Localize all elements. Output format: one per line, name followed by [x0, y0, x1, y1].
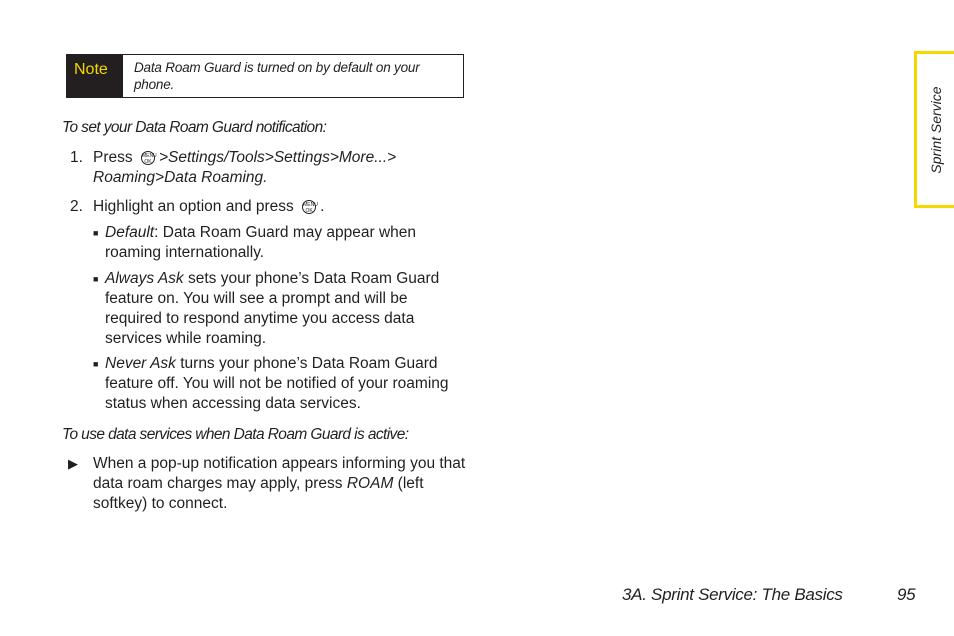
option-description: turns your phone’s Data Roam Guard feature off. You will not be notified of your roaming status when accessing data services.	[105, 355, 449, 412]
page-number: 95	[897, 585, 916, 604]
section-heading-use-data-services: To use data services when Data Roam Guard is active:	[62, 426, 409, 443]
step-body	[93, 197, 463, 217]
step-prefix: Press	[93, 149, 133, 166]
square-bullet-icon: ■	[93, 228, 99, 238]
option-term: Always Ask	[105, 270, 184, 287]
menu-path-continued: Roaming>Data Roaming.	[93, 169, 268, 186]
step-number: 2.	[70, 198, 83, 215]
menu-ok-key-icon: MENU OK	[141, 153, 157, 165]
softkey-name: ROAM	[346, 475, 394, 492]
option-description: sets your phone’s Data Roam Guard feature on. You will see a prompt and will be required to respond anytime you access data services while roaming.	[105, 270, 440, 347]
section-side-tab	[914, 51, 954, 208]
option-description: Data Roam Guard may appear when roaming internationally.	[105, 224, 417, 261]
note-box	[66, 54, 464, 98]
step-number: 1.	[70, 149, 83, 166]
section-heading-set-notification: To set your Data Roam Guard notification:	[62, 119, 327, 136]
square-bullet-icon: ■	[93, 359, 99, 369]
step-suffix: .	[320, 198, 325, 215]
side-tab-label: Sprint Service	[927, 85, 944, 174]
note-text: Data Roam Guard is turned on by default on your phone.	[134, 60, 420, 92]
square-bullet-icon: ■	[93, 274, 99, 284]
menu-path: >Settings/Tools>Settings>More...>	[158, 149, 397, 166]
step-body	[93, 148, 463, 188]
menu-ok-key-icon: MENU OK	[303, 202, 318, 214]
footer-chapter: 3A. Sprint Service: The Basics	[622, 585, 843, 604]
right-triangle-icon: ▶	[68, 456, 78, 471]
option-term: Never Ask	[105, 355, 176, 372]
option-term: Default	[105, 224, 155, 241]
step-text: Highlight an option and press	[93, 198, 294, 215]
note-label: Note	[67, 55, 123, 97]
